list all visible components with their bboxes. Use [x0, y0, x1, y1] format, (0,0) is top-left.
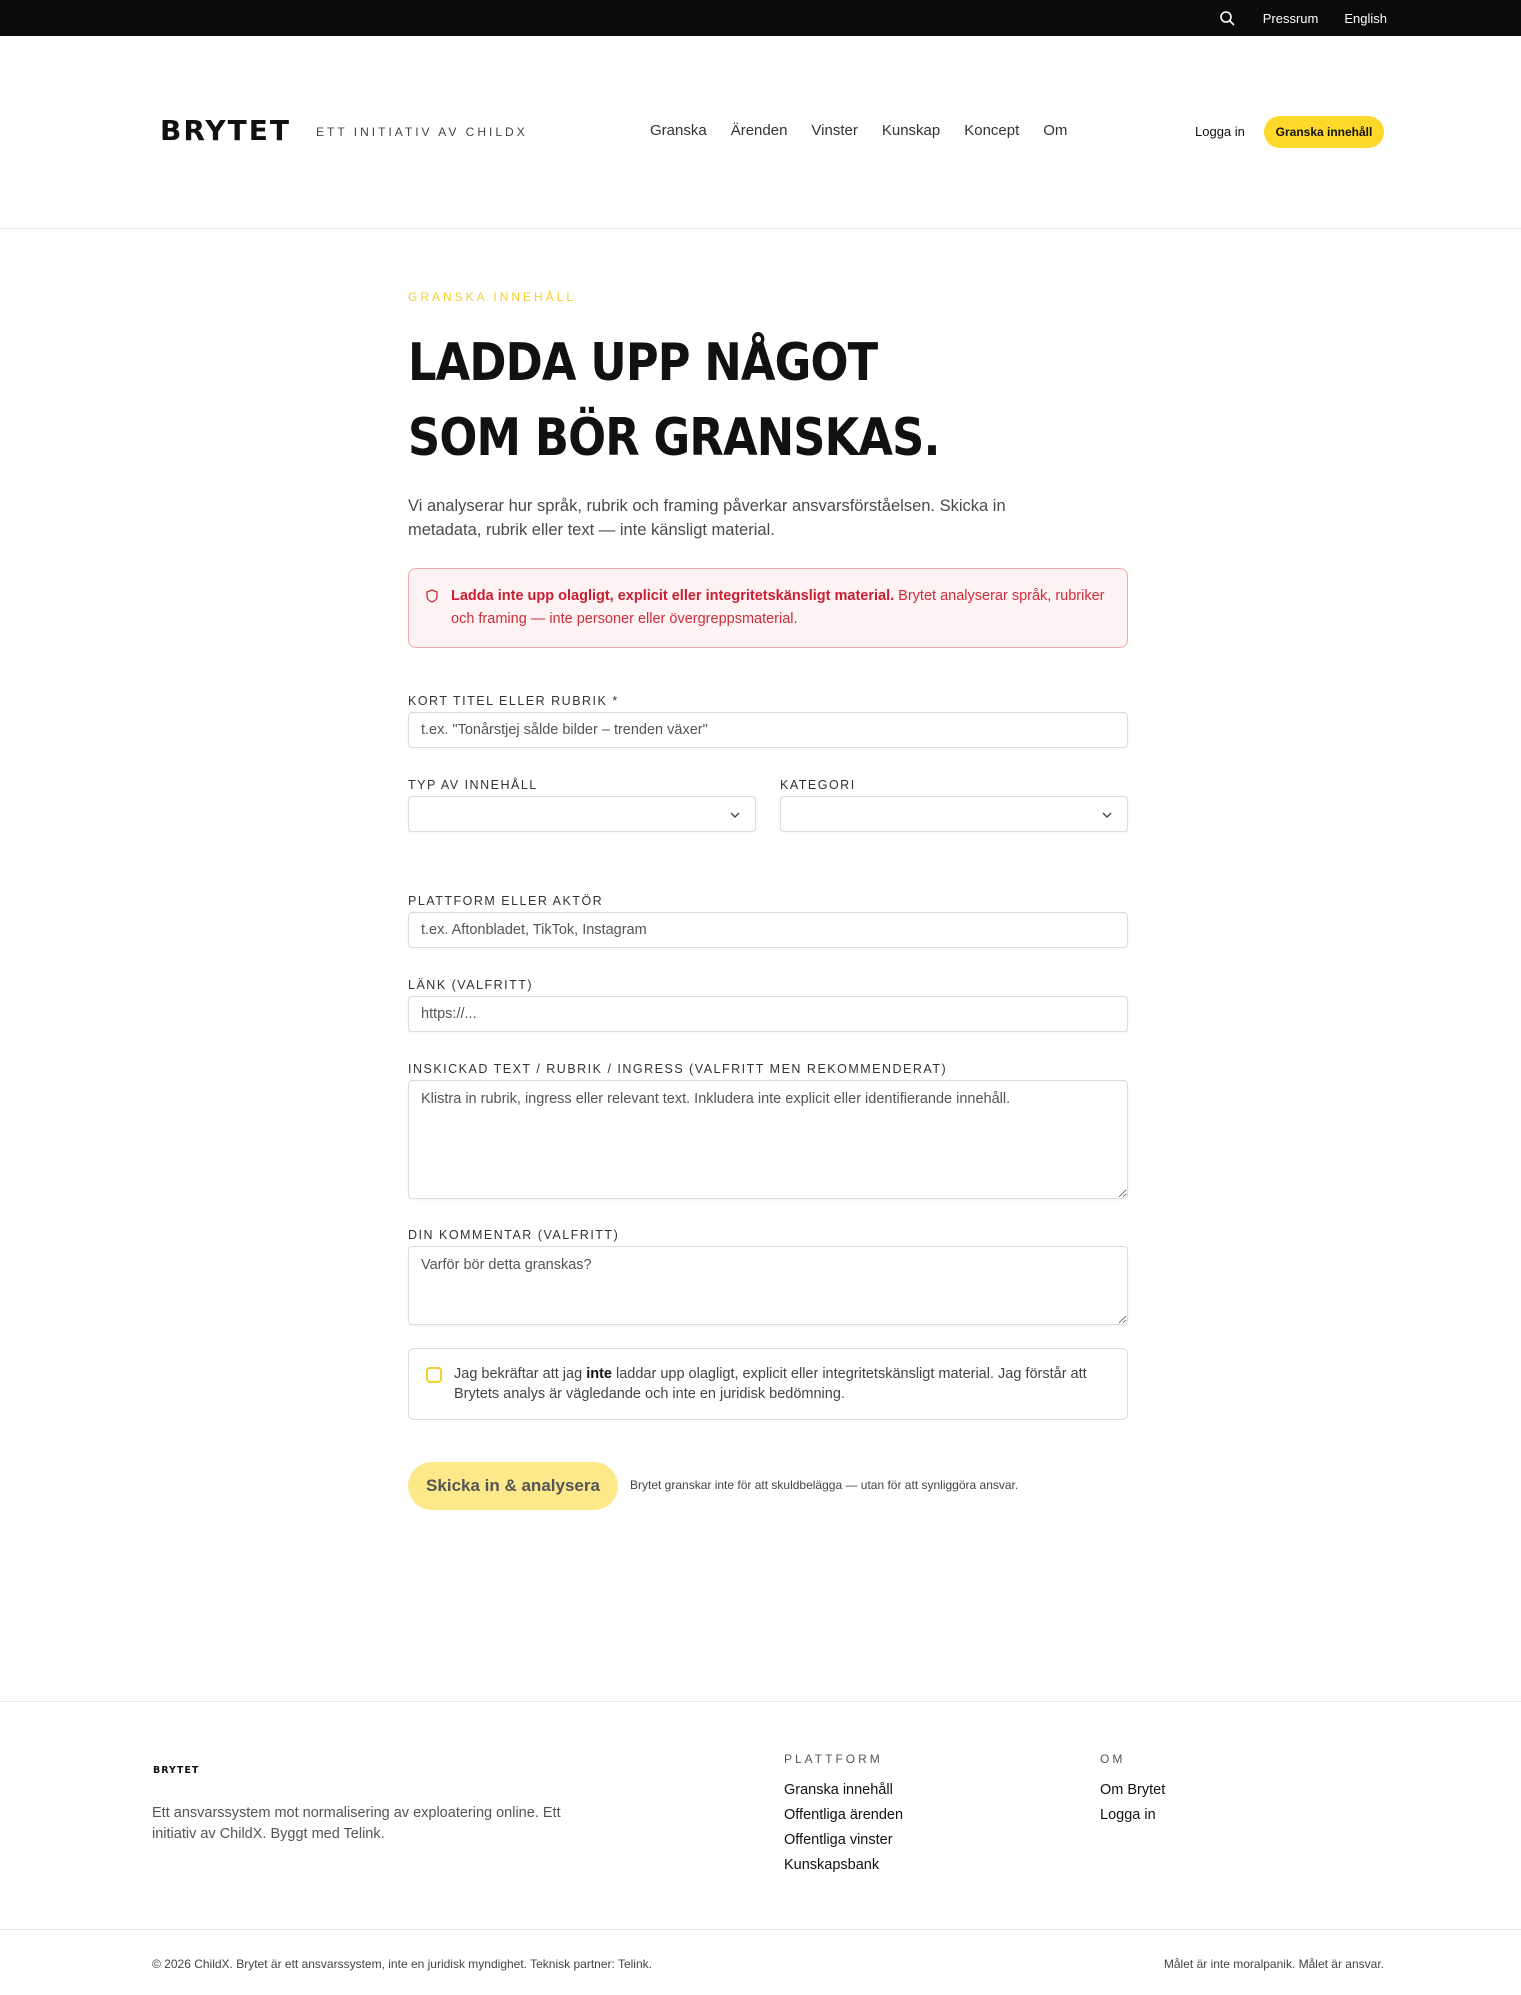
- platform-input[interactable]: [408, 912, 1128, 948]
- brytet-logo[interactable]: BRYTET: [160, 114, 291, 147]
- footer-description: Ett ansvarssystem mot normalisering av exploatering online. Ett initiativ av ChildX. Byggt med Telink.: [152, 1805, 561, 1842]
- content-type-label: TYP AV INNEHÅLL: [408, 778, 538, 792]
- page-eyebrow: GRANSKA INNEHÅLL: [408, 290, 577, 304]
- confirm-text-post: laddar upp olagligt, explicit eller integritetskänsligt material. Jag förstår att Brytets analys är vägledande och inte en juridisk bedömning.: [454, 1366, 1087, 1402]
- content-type-select[interactable]: [408, 796, 756, 832]
- confirmation-box: [408, 1348, 1128, 1420]
- review-content-button[interactable]: Granska innehåll: [1264, 116, 1384, 148]
- submitted-text-area[interactable]: [408, 1080, 1128, 1199]
- page-title: [408, 326, 1027, 476]
- chevron-down-icon: [1101, 809, 1113, 821]
- submitted-text-label: INSKICKAD TEXT / RUBRIK / INGRESS (VALFRITT MEN REKOMMENDERAT): [408, 1062, 948, 1076]
- platform-label: PLATTFORM ELLER AKTÖR: [408, 894, 604, 908]
- warning-text: Brytet analyserar språk, rubriker och framing — inte personer eller övergreppsmaterial.: [451, 588, 1105, 627]
- footer-link-login[interactable]: Logga in: [1100, 1807, 1156, 1823]
- nav-item-vinster[interactable]: Vinster: [811, 122, 858, 139]
- page-title-line-1: LADDA UPP NÅGOT: [408, 333, 878, 393]
- category-label: KATEGORI: [780, 778, 856, 792]
- review-form-section: [408, 290, 1128, 1495]
- warning-bold: Ladda inte upp olagligt, explicit eller integritetskänsligt material.: [451, 588, 895, 604]
- title-label: KORT TITEL ELLER RUBRIK *: [408, 694, 619, 708]
- confirm-text-bold: inte: [586, 1366, 612, 1382]
- login-link[interactable]: Logga in: [1195, 124, 1245, 139]
- submit-note: Brytet granskar inte för att skuldbelägga — utan för att synliggöra ansvar.: [630, 1478, 1019, 1492]
- shield-icon: [426, 588, 440, 604]
- footer-motto: Målet är inte moralpanik. Målet är ansvar.: [1163, 1957, 1384, 1971]
- footer-about-heading: OM: [1100, 1752, 1126, 1766]
- footer-link-about[interactable]: Om Brytet: [1100, 1782, 1166, 1798]
- footer-logo[interactable]: BRYTET: [153, 1765, 200, 1776]
- footer-platform-heading: PLATTFORM: [784, 1752, 883, 1766]
- submit-analyze-button[interactable]: Skicka in & analysera: [408, 1462, 618, 1510]
- main-nav: [650, 122, 1067, 139]
- top-utility-bar: [0, 0, 1521, 36]
- link-label: LÄNK (VALFRITT): [408, 978, 534, 992]
- nav-item-arenden[interactable]: Ärenden: [730, 122, 788, 139]
- press-link[interactable]: Pressrum: [1262, 10, 1319, 26]
- comment-label: DIN KOMMENTAR (VALFRITT): [408, 1228, 620, 1242]
- page-title-line-2: SOM BÖR GRANSKAS.: [408, 408, 940, 468]
- comment-area[interactable]: [408, 1246, 1128, 1325]
- footer-divider: [0, 1929, 1521, 1930]
- footer-about-column: [1100, 1752, 1165, 1832]
- footer-link-knowledge-bank[interactable]: Kunskapsbank: [784, 1857, 880, 1873]
- footer-copyright: © 2026 ChildX. Brytet är ett ansvarssystem, inte en juridisk myndighet. Teknisk partner: Telink.: [152, 1957, 652, 1971]
- chevron-down-icon: [729, 809, 741, 821]
- footer-link-public-cases[interactable]: Offentliga ärenden: [784, 1807, 904, 1823]
- confirm-text-pre: Jag bekräftar att jag: [454, 1366, 587, 1382]
- header-tagline: ETT INITIATIV AV CHILDX: [316, 125, 528, 139]
- search-icon[interactable]: [1217, 8, 1237, 28]
- content-warning: [408, 568, 1128, 648]
- title-input[interactable]: [408, 712, 1128, 748]
- nav-item-koncept[interactable]: Koncept: [964, 122, 1020, 139]
- nav-item-kunskap[interactable]: Kunskap: [881, 122, 941, 139]
- footer-link-public-wins[interactable]: Offentliga vinster: [784, 1832, 893, 1848]
- language-switch[interactable]: English: [1344, 10, 1387, 26]
- footer-platform-column: [784, 1752, 903, 1882]
- confirm-checkbox[interactable]: [426, 1367, 442, 1383]
- category-select[interactable]: [780, 796, 1128, 832]
- page-lead: Vi analyserar hur språk, rubrik och framing påverkar ansvarsförståelsen. Skicka in metadata, rubrik eller text — inte känsligt material.: [408, 497, 1006, 539]
- nav-item-granska[interactable]: Granska: [650, 122, 707, 139]
- nav-item-om[interactable]: Om: [1043, 122, 1068, 139]
- link-input[interactable]: [408, 996, 1128, 1032]
- site-header: [0, 36, 1521, 229]
- site-footer: [0, 1701, 1521, 1995]
- footer-link-review[interactable]: Granska innehåll: [784, 1782, 893, 1798]
